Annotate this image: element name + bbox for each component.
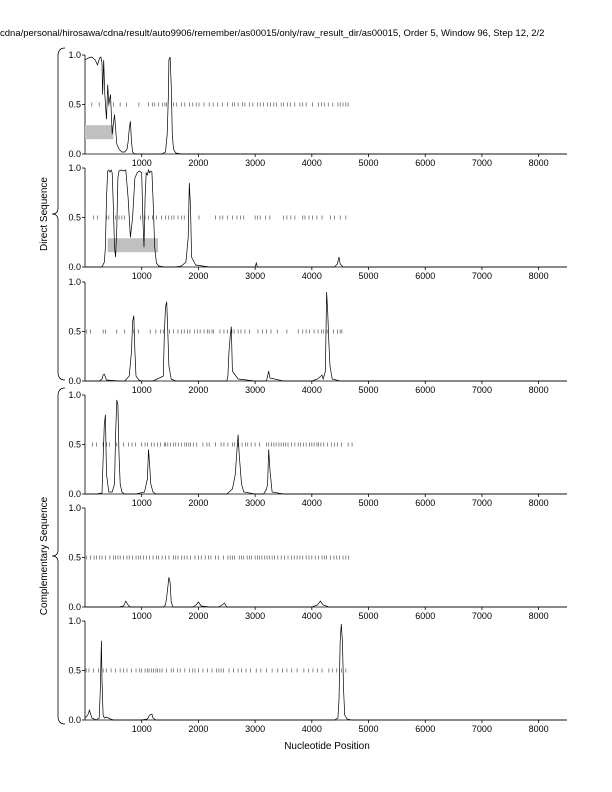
x-tick-label: 6000	[415, 158, 436, 168]
x-tick-label: 4000	[301, 724, 322, 734]
x-tick-label: 8000	[528, 385, 549, 395]
chart-panel-4	[68, 390, 567, 508]
x-tick-label: 3000	[245, 724, 266, 734]
group-bracket	[52, 388, 65, 724]
x-tick-label: 6000	[415, 611, 436, 621]
panels	[68, 50, 567, 734]
page-title: cdna/personal/hirosawa/cdna/result/auto9906/remember/as00015/only/raw_result_dir/as00015, Order 5, Window 96, Step 12, 2/2	[0, 28, 545, 39]
x-tick-label: 8000	[528, 498, 549, 508]
x-tick-label: 7000	[471, 385, 492, 395]
y-tick-label: 0.0	[68, 376, 81, 386]
series-line	[85, 577, 567, 607]
x-tick-label: 5000	[358, 158, 379, 168]
group-label: Complementary Sequence	[39, 496, 50, 616]
x-tick-label: 5000	[358, 724, 379, 734]
x-tick-label: 3000	[245, 271, 266, 281]
y-tick-label: 0.0	[68, 602, 81, 612]
y-tick-label: 0.0	[68, 149, 81, 159]
x-tick-label: 7000	[471, 498, 492, 508]
y-tick-label: 1.0	[68, 616, 81, 626]
y-tick-label: 1.0	[68, 503, 81, 513]
series-line	[85, 400, 567, 494]
x-tick-label: 4000	[301, 271, 322, 281]
y-tick-label: 0.0	[68, 489, 81, 499]
x-tick-label: 1000	[131, 498, 152, 508]
x-tick-label: 3000	[245, 611, 266, 621]
x-tick-label: 6000	[415, 498, 436, 508]
x-tick-label: 7000	[471, 158, 492, 168]
x-tick-label: 3000	[245, 498, 266, 508]
x-tick-label: 2000	[188, 385, 209, 395]
x-tick-label: 3000	[245, 385, 266, 395]
x-tick-label: 8000	[528, 724, 549, 734]
chart-panel-5	[68, 503, 567, 621]
chart-panel-6	[68, 616, 567, 734]
x-tick-label: 4000	[301, 385, 322, 395]
y-tick-label: 0.5	[68, 99, 81, 110]
x-tick-label: 1000	[131, 611, 152, 621]
shaded-region	[85, 125, 113, 139]
shaded-region	[108, 238, 158, 252]
x-tick-label: 6000	[415, 385, 436, 395]
x-tick-label: 1000	[131, 385, 152, 395]
chart-panel-1	[68, 50, 567, 168]
series-line	[85, 170, 567, 267]
x-tick-label: 1000	[131, 724, 152, 734]
y-tick-label: 1.0	[68, 277, 81, 287]
x-tick-label: 2000	[188, 271, 209, 281]
x-tick-label: 1000	[131, 271, 152, 281]
x-tick-label: 1000	[131, 158, 152, 168]
x-tick-label: 5000	[358, 385, 379, 395]
x-tick-label: 7000	[471, 724, 492, 734]
x-tick-label: 8000	[528, 611, 549, 621]
y-tick-label: 1.0	[68, 163, 81, 173]
x-tick-label: 5000	[358, 498, 379, 508]
series-line	[85, 57, 567, 154]
x-tick-label: 4000	[301, 611, 322, 621]
x-tick-label: 2000	[188, 724, 209, 734]
x-tick-label: 2000	[188, 611, 209, 621]
x-tick-label: 6000	[415, 271, 436, 281]
y-tick-label: 0.0	[68, 715, 81, 725]
x-tick-label: 3000	[245, 158, 266, 168]
y-tick-label: 0.5	[68, 326, 81, 337]
x-tick-label: 2000	[188, 498, 209, 508]
x-tick-label: 8000	[528, 158, 549, 168]
group-bracket	[52, 48, 65, 380]
series-line	[85, 292, 567, 381]
x-tick-label: 7000	[471, 611, 492, 621]
x-tick-label: 6000	[415, 724, 436, 734]
x-tick-label: 4000	[301, 498, 322, 508]
x-tick-label: 4000	[301, 158, 322, 168]
x-tick-label: 7000	[471, 271, 492, 281]
x-tick-label: 5000	[358, 271, 379, 281]
group-brackets	[39, 48, 65, 724]
x-tick-label: 8000	[528, 271, 549, 281]
y-tick-label: 0.5	[68, 665, 81, 676]
y-tick-label: 0.5	[68, 552, 81, 563]
y-tick-label: 0.5	[68, 212, 81, 223]
chart-panel-3	[68, 277, 567, 395]
x-tick-label: 2000	[188, 158, 209, 168]
x-tick-label: 5000	[358, 611, 379, 621]
y-tick-label: 1.0	[68, 390, 81, 400]
y-tick-label: 0.0	[68, 262, 81, 272]
y-tick-label: 0.5	[68, 439, 81, 450]
x-axis-label: Nucleotide Position	[284, 741, 370, 752]
group-label: Direct Sequence	[39, 177, 50, 251]
y-tick-label: 1.0	[68, 50, 81, 60]
chart-panel-2	[68, 163, 567, 281]
